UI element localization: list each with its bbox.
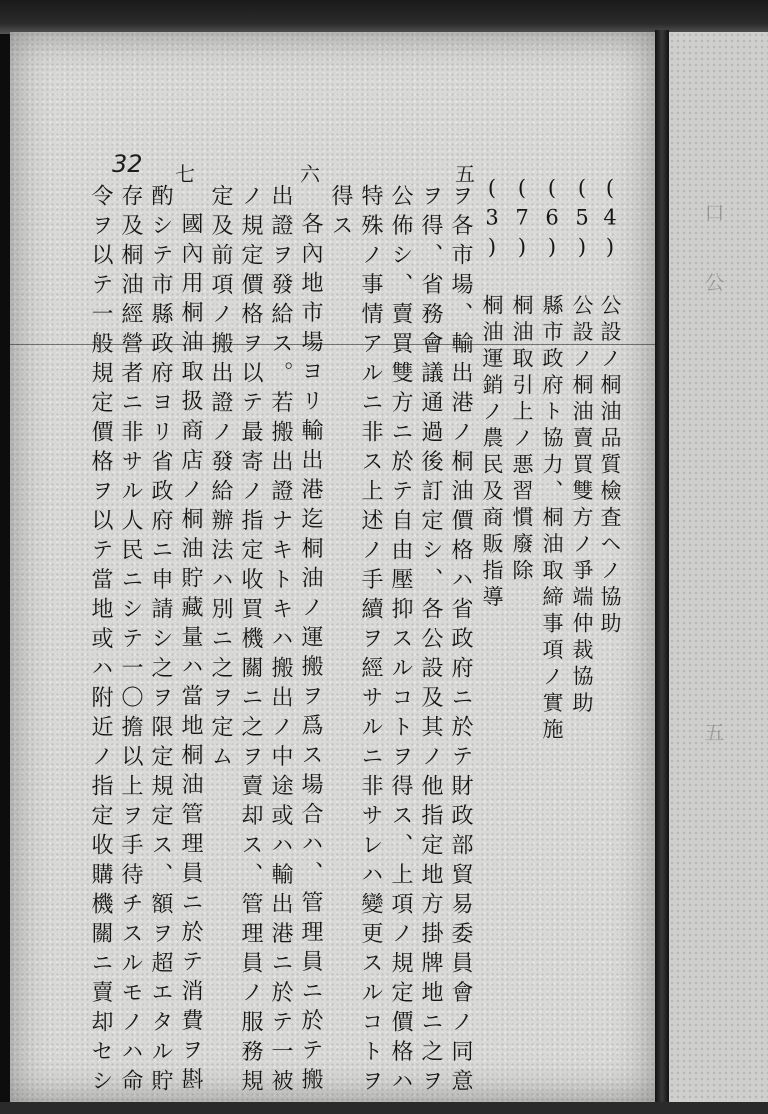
- facing-page-fragment: 五: [701, 722, 725, 745]
- text-column: 定及前項ノ搬出證ノ發給辦法ハ別ニ之ヲ定ム: [208, 184, 233, 774]
- text-column: ヲ得、省務會議通過後訂定シ、各公設及其ノ他指定地方掛牌地ニ之ヲ: [418, 184, 443, 1099]
- text-column: ヲ各市場、輸出港ノ桐油價格ハ省政府ニ於テ財政部貿易委員會ノ同意: [448, 184, 473, 1099]
- text-column: 國內用桐油取扱商店ノ桐油貯藏量ハ當地桐油管理員ニ於テ消費ヲ斟: [178, 212, 203, 1097]
- text-column-item-5: (5) 公設ノ桐油賣買雙方ノ爭端仲裁協助: [570, 176, 594, 718]
- text-column: 令ヲ以テ一般規定價格ヲ以テ當地或ハ附近ノ指定收購機關ニ賣却セシ: [88, 184, 113, 1099]
- section-marker-six: 六: [300, 162, 320, 186]
- facing-page-fragment: 口: [701, 202, 725, 225]
- scanner-top-edge: [0, 0, 768, 34]
- text-column: 各內地市場ヨリ輸出港迄桐油ノ運搬ヲ爲ス場合ハ、管理員ニ於テ搬: [298, 212, 323, 1097]
- text-column-item-4: (4) 公設ノ桐油品質檢査ヘノ協助: [598, 176, 622, 639]
- section-marker-seven: 七: [175, 162, 195, 186]
- text-column-item-7: (7) 桐油取引上ノ悪習慣廢除: [510, 176, 534, 586]
- text-column: 出證ヲ發給ス。若搬出證ナキトキハ搬出ノ中途或ハ輸出港ニ於テ一被: [268, 184, 293, 1099]
- text-column: 酌シテ市縣政府ヨリ省政府ニ申請シ之ヲ限定規定ス、額ヲ超エタル貯: [148, 184, 173, 1099]
- facing-page-fragment: 公: [701, 272, 725, 295]
- scanner-bottom-edge: [0, 1102, 768, 1114]
- text-column-item-3: (3) 桐油運銷ノ農民及商販指導: [480, 176, 504, 612]
- facing-page: [669, 32, 768, 1102]
- book-spine: [655, 30, 669, 1114]
- text-column: 公佈シ、賣買雙方ニ於テ自由壓抑スルコトヲ得ス、上項ノ規定價格ハ: [388, 184, 413, 1099]
- text-column: ノ規定價格ヲ以テ最寄ノ指定收買機關ニ之ヲ賣却ス、管理員ノ服務規: [238, 184, 263, 1099]
- text-column: 存及桐油經營者ニ非サル人民ニシテ一〇擔以上ヲ手待チスルモノハ命: [118, 184, 143, 1099]
- text-column-item-6: (6) 縣市政府ト協力、桐油取締事項ノ實施: [540, 176, 564, 745]
- page-number: 32: [112, 150, 143, 178]
- section-marker-five: 五: [455, 162, 475, 186]
- text-column: 特殊ノ事情アルニ非ス上述ノ手續ヲ經サルニ非サレハ變更スルコトヲ: [358, 184, 383, 1099]
- text-column: 得ス: [328, 184, 353, 243]
